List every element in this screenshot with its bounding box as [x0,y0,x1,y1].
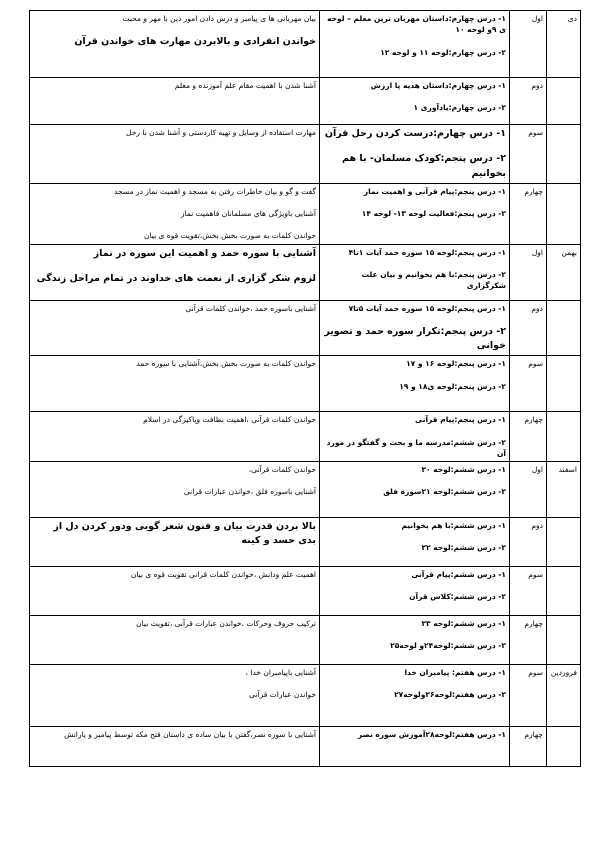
lesson-line: ۲- درس پنجم:فعالیت لوحه ۱۳- لوحه ۱۴ [361,209,506,218]
lesson-line: ۲- درس ششم:کلاس قرآن [409,592,506,602]
line-gap [323,475,506,486]
goal-cell [30,183,320,244]
week-cell: چهارم [510,412,547,462]
goal-cell [30,462,320,518]
goal-cell [30,567,320,616]
line-gap [323,370,506,381]
lesson-cell [320,518,510,567]
month-cell [547,567,581,616]
line-gap [323,580,506,591]
goal-line: آشنایی باپیامبران خدا ، [245,668,316,677]
lesson-line: ۱- درس پنجم:پیام قرآنی و اهمیت نماز [363,186,506,196]
week-cell: دوم [510,518,547,567]
plan-row [30,567,581,616]
month-cell [547,616,581,665]
plan-row [30,183,581,244]
goal-line: آشنایی با سوره نصر،گفتن با بیان ساده ی داستان فتح مکه توسط پیامبر و یارانش [64,730,316,739]
goal-line: آشنا شدن با اهمیت مقام علم آموزنده و معلم [174,81,316,90]
lesson-line: ۱- درس ششم:پیام قرآنی [411,570,506,579]
week-cell: اول [510,11,547,78]
goal-line: آشنایی باسوره فلق ،خواندن عبارات قرانی [183,487,316,497]
lesson-plan-table [29,10,581,767]
line-gap [33,24,316,35]
line-gap [33,197,316,208]
week-cell: چهارم [510,616,547,665]
lesson-cell [320,727,510,767]
plan-row [30,125,581,184]
goal-cell [30,356,320,412]
goal-line: خواندن عبارات قرآنی [249,690,316,700]
goal-line: خواندن کلمات قرآنی ،اهمیت نظافت وپاکیزگی در اسلام [143,415,316,425]
lesson-cell [320,567,510,616]
lesson-line: ۲- درس پنجم:با هم بخوانیم و بیان علت شکرگزاری [361,269,506,290]
goal-cell [30,616,320,665]
goal-line: آشنایی باسوره حمد ،خواندن کلمات قرآنی [185,303,316,313]
goal-cell [30,300,320,356]
goal-line: خواندن کلمات به صورت بخش بخش،تقویت قوه ی بیان [144,231,316,241]
plan-row [30,727,581,767]
lesson-line: ۱- درس ششم:لوحه ۲۳ [421,619,506,628]
goal-line: ترکیب حروف وحرکات ،خواندن عبارات قرآنی ،تقویت بیان [136,619,316,628]
line-gap [33,261,316,272]
month-cell [547,183,581,244]
goal-line: بالا بردن قدرت بیان و فنون شعر گویی ودور کردن دل از بدی حسد و کینه [53,521,316,547]
lesson-line: ۲- درس پنجم:کودک مسلمان- با هم بخوانیم [342,153,506,179]
plan-row [30,462,581,518]
plan-row [30,300,581,356]
lesson-line: ۲- درس هفتم:لوحه۲۶ولوحه۲۷ [394,690,506,700]
lesson-cell [320,462,510,518]
plan-row [30,665,581,727]
week-cell: سوم [510,567,547,616]
month-cell [547,78,581,125]
line-gap [33,219,316,230]
lesson-line: ۲- درس ششم:لوحه ۲۲ [421,543,506,553]
month-cell [547,518,581,567]
lesson-cell [320,125,510,184]
lesson-cell [320,616,510,665]
lesson-line: ۱- درس هفتم:لوحه۲۸آموزش سوره نصر [357,730,506,739]
goal-cell [30,518,320,567]
week-cell: دوم [510,300,547,356]
goal-line: آشنایی با سوره حمد و اهمیت این سوره در نماز [93,247,316,259]
month-cell [547,412,581,462]
plan-row [30,412,581,462]
goal-line: خواندن کلمات قرآنی، [248,465,316,474]
lesson-line: ۲- درس ششم:لوحه۲۴و لوحه۲۵ [390,641,506,651]
goal-line: مهارت استفاده از وسایل و تهیه کاردستی و آشنا شدن با رحل [126,128,316,137]
goal-cell [30,125,320,184]
goal-line: گفت و گو و بیان خاطرات رفتن به مسجد و اهمیت نماز در مسجد [114,186,316,196]
lesson-cell [320,665,510,727]
month-cell: بهمن [547,244,581,300]
goal-cell [30,244,320,300]
line-gap [323,314,506,325]
goal-line: خواندن انفرادی و بالابردن مهارت های خواندن قرآن [74,36,316,48]
month-cell [547,356,581,412]
lesson-cell [320,78,510,125]
line-gap [323,258,506,269]
lesson-cell [320,300,510,356]
week-cell: سوم [510,665,547,727]
line-gap [323,197,506,208]
line-gap [323,678,506,689]
line-gap [323,141,506,152]
lesson-line: ۱- درس پنجم:لوحه ۱۵ سوره حمد آیات ۵تا۷ [348,303,506,313]
goal-line: خواندن کلمات به صورت بخش بخش،آشنایی با سوره حمد [136,359,316,369]
month-cell: دی [547,11,581,78]
plan-row [30,244,581,300]
lesson-line: ۲- درس پنجم:لوحه ی۱۸ و ۱۹ [399,381,506,391]
plan-row [30,11,581,78]
lesson-line: ۱- درس پنجم:پیام قرآنی [415,415,506,425]
month-cell [547,300,581,356]
lesson-line: ۱- درس پنجم:لوحه ۱۵ سوره حمد آیات ۱تا۴ [348,247,506,257]
lesson-line: ۲- درس ششم:مدرسه ما و بحث و گفتگو در مورد آن [326,437,506,458]
month-cell: فروردین [547,665,581,727]
week-cell: اول [510,462,547,518]
line-gap [323,36,506,47]
lesson-plan-body [30,11,581,767]
plan-row [30,78,581,125]
lesson-cell [320,412,510,462]
goal-cell [30,11,320,78]
goal-line: اهمیت علم ودانش ،خواندن کلمات قرانی تقویت قوه ی بیان [130,570,316,579]
line-gap [323,629,506,640]
lesson-line: ۱- درس هفتم: پیامبران خدا [404,668,506,677]
plan-row [30,616,581,665]
goal-cell [30,78,320,125]
lesson-cell [320,244,510,300]
lesson-line: ۱- درس چهارم:داستان مهربان ترین معلم – لوحه ی ۹و لوحه ۱۰ [327,14,506,35]
lesson-line: ۱- درس چهارم:درست کردن رحل قرآن [324,128,506,139]
lesson-line: ۱- درس ششم:با هم بخوانیم [401,521,506,530]
plan-row [30,518,581,567]
month-cell [547,727,581,767]
line-gap [323,91,506,102]
plan-row [30,356,581,412]
week-cell: چهارم [510,183,547,244]
goal-line: بیان مهربانی ها ی پیامبر و درس دادن امور دین با مهر و محبت [122,14,316,23]
goal-cell [30,665,320,727]
week-cell: دوم [510,78,547,125]
lesson-line: ۲- درس پنجم:تکرار سوره حمد و تصویر خوانی [324,325,506,351]
lesson-line: ۱- درس پنجم:لوحه ۱۶ و ۱۷ [406,359,506,369]
lesson-line: ۱- درس ششم:لوحه ۲۰ [421,465,506,474]
lesson-line: ۲- درس چهارم:لوحه ۱۱ و لوحه ۱۲ [380,47,506,57]
week-cell: سوم [510,356,547,412]
goal-cell [30,412,320,462]
lesson-cell [320,356,510,412]
month-cell [547,125,581,184]
line-gap [33,475,316,486]
week-cell: سوم [510,125,547,184]
week-cell: اول [510,244,547,300]
goal-cell [30,727,320,767]
lesson-line: ۲- درس چهارم:یادآوری ۱ [413,103,506,113]
lesson-line: ۲- درس ششم:لوحه ۲۱سوره فلق [383,487,506,497]
month-cell: اسفند [547,462,581,518]
week-cell: چهارم [510,727,547,767]
lesson-line: ۱- درس چهارم:داستان هدیه پا ارزش [370,81,506,90]
goal-line: لزوم شکر گزاری از نعمت های خداوند در تمام مراحل زندگی [36,272,316,284]
line-gap [323,426,506,437]
line-gap [323,531,506,542]
line-gap [33,678,316,689]
lesson-cell [320,11,510,78]
lesson-cell [320,183,510,244]
goal-line: آشنایی باویژگی های مسلمانان فاهمیت نماز [180,209,316,218]
